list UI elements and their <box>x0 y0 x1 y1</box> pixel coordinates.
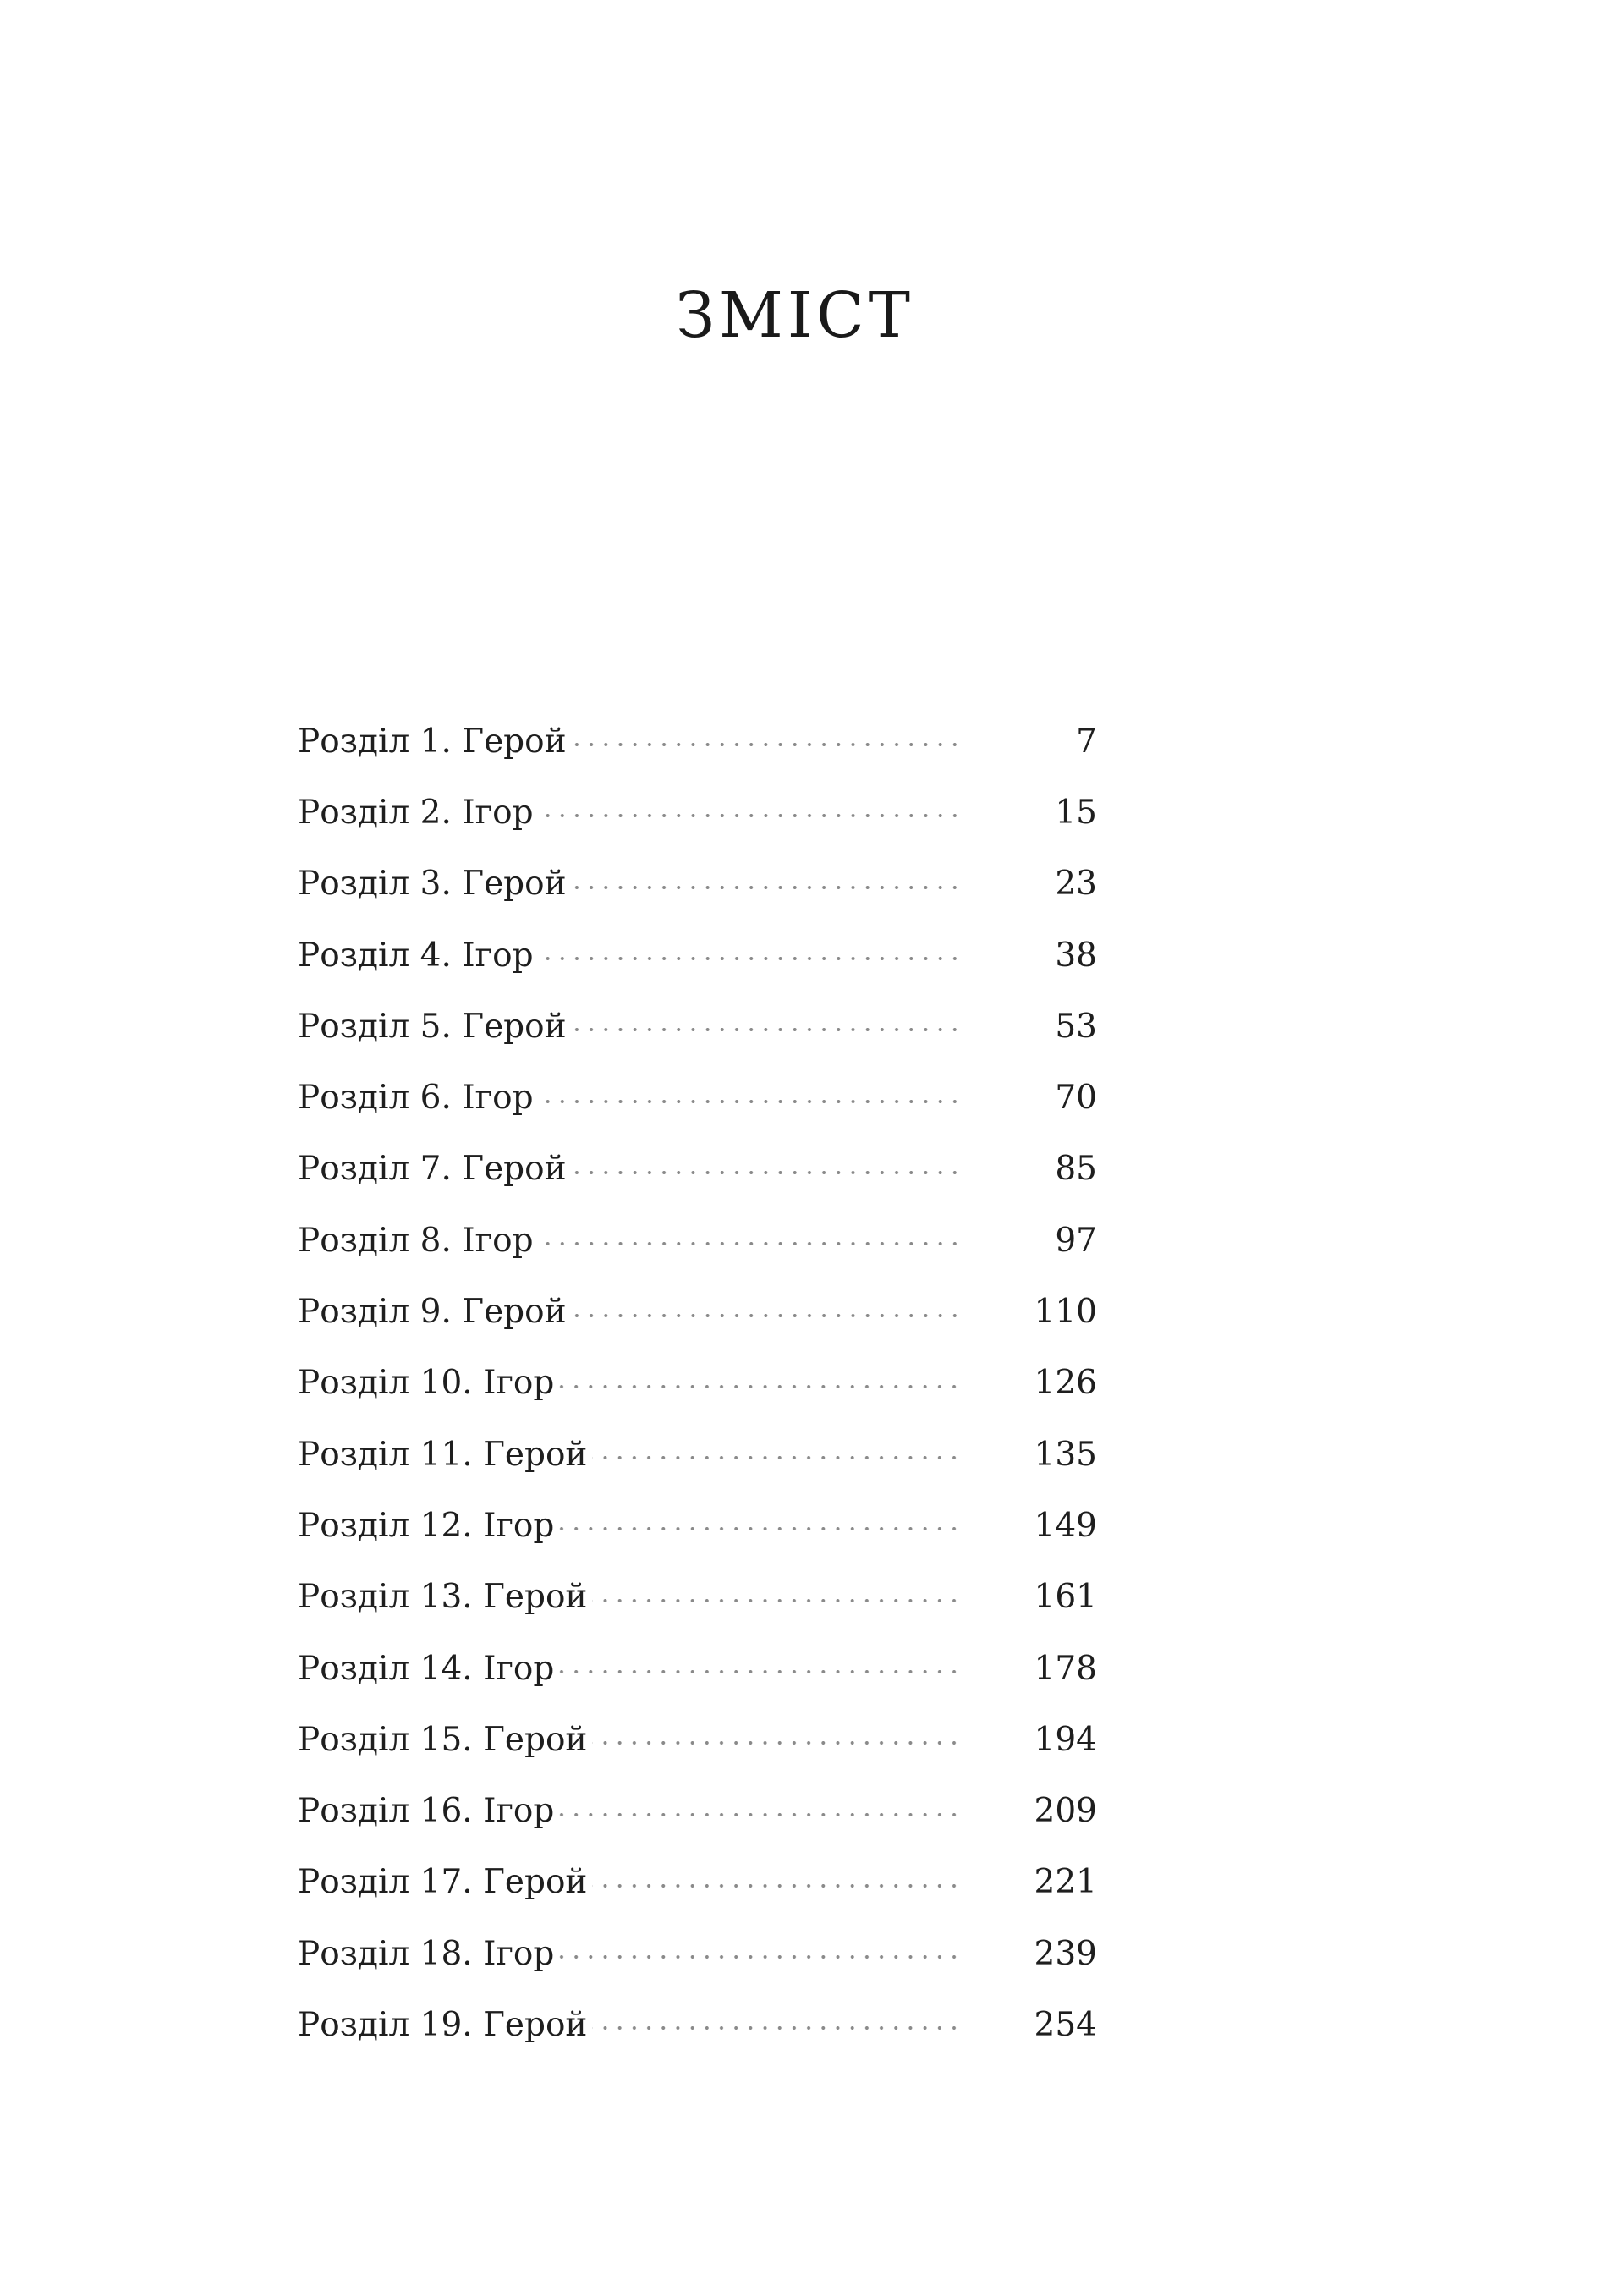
toc-page-number: 38 <box>1055 936 1097 975</box>
toc-page-number: 53 <box>1055 1007 1097 1046</box>
dot-leader <box>592 1884 962 1888</box>
dot-leader <box>572 886 962 889</box>
toc-entry-label: Розділ 19. Герой <box>298 2006 592 2044</box>
toc-entry-label: Розділ 16. Ігор <box>298 1792 559 1830</box>
toc-entry-label: Розділ 14. Ігор <box>298 1650 559 1688</box>
toc-entry-label: Розділ 8. Ігор <box>298 1222 539 1260</box>
toc-entry-label: Розділ 17. Герой <box>298 1863 592 1901</box>
toc-entry-label: Розділ 3. Герой <box>298 865 572 903</box>
dot-leader <box>572 1171 962 1174</box>
toc-page-number: 85 <box>1055 1150 1097 1189</box>
dot-leader <box>592 1456 962 1459</box>
toc-entry[interactable] <box>298 1847 1097 1918</box>
toc-page-number: 70 <box>1055 1079 1097 1118</box>
toc-page-number: 97 <box>1055 1221 1097 1260</box>
dot-leader <box>592 1741 962 1745</box>
toc-entry-label: Розділ 7. Герой <box>298 1150 572 1188</box>
toc-page-number: 209 <box>1034 1792 1097 1831</box>
toc-entry-label: Розділ 13. Герой <box>298 1578 592 1616</box>
dot-leader <box>539 1242 962 1245</box>
toc-entry-label: Розділ 2. Ігор <box>298 794 539 832</box>
toc-page-number: 149 <box>1034 1506 1097 1545</box>
dot-leader <box>539 814 962 817</box>
dot-leader <box>572 1028 962 1031</box>
toc-page-number: 126 <box>1034 1364 1097 1403</box>
toc-entry[interactable] <box>298 706 1097 777</box>
toc-entry[interactable] <box>298 1348 1097 1419</box>
toc-entry-label: Розділ 15. Герой <box>298 1721 592 1759</box>
toc-page-number: 239 <box>1034 1934 1097 1973</box>
toc-page-number: 110 <box>1034 1293 1097 1332</box>
toc-entry[interactable] <box>298 1205 1097 1276</box>
toc-entry[interactable] <box>298 1562 1097 1633</box>
toc-entry[interactable] <box>298 1775 1097 1846</box>
dot-leader <box>559 1527 962 1530</box>
toc-entry[interactable] <box>298 777 1097 848</box>
dot-leader <box>559 1670 962 1673</box>
toc-entry[interactable] <box>298 1490 1097 1561</box>
toc-page-number: 15 <box>1055 793 1097 832</box>
toc-entry[interactable] <box>298 1062 1097 1133</box>
toc-entry-label: Розділ 5. Герой <box>298 1008 572 1046</box>
toc-page-number: 23 <box>1055 865 1097 904</box>
toc-page-number: 221 <box>1034 1863 1097 1902</box>
toc-entry[interactable] <box>298 1276 1097 1347</box>
toc-entry[interactable] <box>298 1134 1097 1205</box>
toc-page-number: 161 <box>1034 1578 1097 1617</box>
toc-entry-label: Розділ 11. Герой <box>298 1436 592 1474</box>
dot-leader <box>539 957 962 960</box>
toc-entry-label: Розділ 1. Герой <box>298 723 572 761</box>
toc-page-number: 194 <box>1034 1720 1097 1759</box>
dot-leader <box>572 1314 962 1317</box>
toc-entry-label: Розділ 10. Ігор <box>298 1364 559 1402</box>
dot-leader <box>559 1955 962 1959</box>
toc-entry-label: Розділ 4. Ігор <box>298 937 539 975</box>
table-of-contents <box>298 706 1097 2061</box>
dot-leader <box>559 1813 962 1816</box>
toc-page-number: 135 <box>1034 1435 1097 1474</box>
dot-leader <box>539 1100 962 1103</box>
dot-leader <box>559 1385 962 1388</box>
toc-entry[interactable] <box>298 1419 1097 1490</box>
toc-entry[interactable] <box>298 991 1097 1062</box>
toc-page-number: 254 <box>1034 2005 1097 2044</box>
toc-entry-label: Розділ 18. Ігор <box>298 1935 559 1973</box>
toc-entry[interactable] <box>298 1918 1097 1989</box>
toc-page-number: 178 <box>1034 1649 1097 1688</box>
page-title: ЗМІСТ <box>675 279 915 352</box>
dot-leader <box>592 2026 962 2030</box>
toc-entry[interactable] <box>298 1633 1097 1704</box>
toc-entry-label: Розділ 9. Герой <box>298 1293 572 1331</box>
toc-entry-label: Розділ 12. Ігор <box>298 1507 559 1545</box>
toc-entry[interactable] <box>298 1704 1097 1775</box>
dot-leader <box>592 1599 962 1602</box>
toc-page-number: 7 <box>1076 722 1097 761</box>
toc-entry-label: Розділ 6. Ігор <box>298 1079 539 1117</box>
toc-entry[interactable] <box>298 920 1097 991</box>
dot-leader <box>572 743 962 746</box>
toc-entry[interactable] <box>298 849 1097 920</box>
toc-entry[interactable] <box>298 1989 1097 2060</box>
